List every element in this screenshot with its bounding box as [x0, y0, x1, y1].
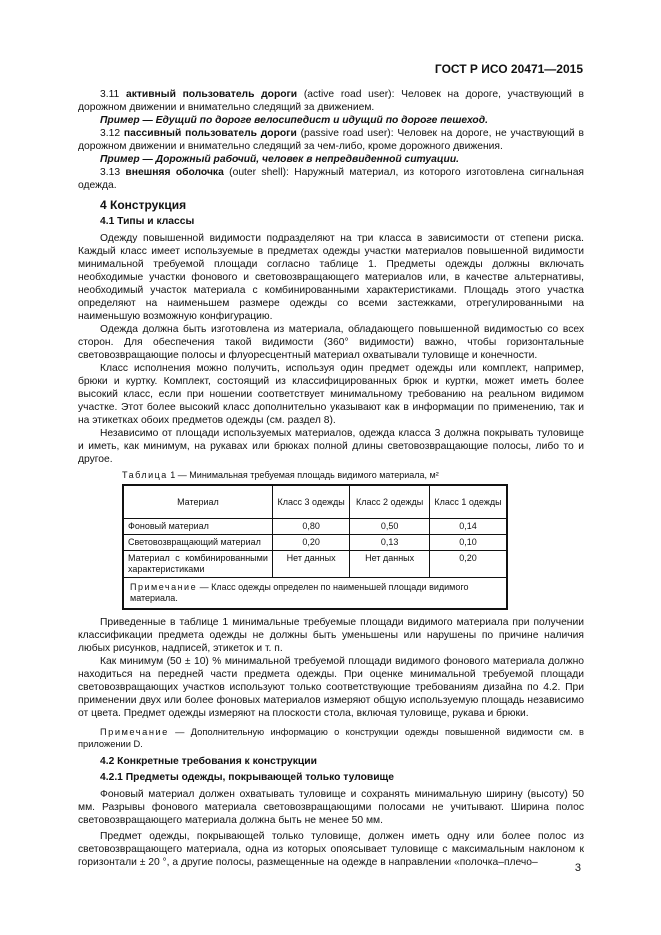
table-row — [123, 551, 507, 578]
paragraph-background-share: Как минимум (50 ± 10) % минимальной требуемой площади видимого фонового материала должно находиться на передней части предмета одежды. При оценке минимальной требуемой площади световозвращающих участков используют только соответствующие требованиям дизайна по 4.2. При применении двух или более фоновых материалов измеряют общую используемую площадь независимо от цвета. Предмет одежды измеряют на плоскости стола, включая туловище, рукава и брюки. — [78, 656, 584, 719]
section-heading-4: 4 Конструкция — [100, 198, 187, 212]
material-area-table — [122, 484, 508, 610]
table-note — [123, 578, 507, 610]
table-caption — [122, 469, 584, 481]
definition-term: пассивный пользователь дороги — [123, 128, 297, 139]
definition-3-11 — [78, 88, 584, 114]
table-caption-text: 1 — Минимальная требуемая площадь видимого материала, м² — [167, 470, 439, 480]
table-cell: 0,50 — [350, 519, 430, 535]
definition-number: 3.12 — [100, 128, 124, 139]
paragraph-class-3: Независимо от площади используемых материалов, одежда класса 3 должна покрывать туловище и иметь, как минимум, на рукавах или брюках полной длины световозвращающие полосы, либо то и другое. — [78, 428, 584, 465]
table-header-cell: Класс 2 одежды — [350, 485, 430, 519]
page-number: 3 — [574, 862, 581, 874]
definition-term: внешняя оболочка — [125, 167, 224, 178]
paragraph-torso-garment: Предмет одежды, покрывающей только туловище, должен иметь одну или более полос из световозвращающего материала, одна из которых опоясывает туловище с максимальным наклоном к горизонтали ± 20 °, а другие полосы, размещенные на одежде в направлении «полочка–плечо– — [78, 831, 584, 868]
standard-header: ГОСТ Р ИСО 20471—2015 — [434, 62, 583, 76]
definition-number: 3.13 — [100, 167, 126, 178]
definition-3-13 — [78, 166, 584, 192]
page-content — [78, 88, 584, 869]
note-label: Примечание — [100, 727, 169, 737]
table-cell: Световозвращающий материал — [123, 535, 272, 551]
paragraph-background-material: Фоновый материал должен охватывать туловище и сохранять минимальную ширину (высоту) 50 мм. Разрывы фонового материала световозвращающими полосами не учитывают. Ширина полос световозвращающего материала должна быть не менее 50 мм. — [78, 789, 584, 826]
table-row — [123, 519, 507, 535]
table-cell: Нет данных — [272, 551, 350, 578]
subsection-heading-4-2: 4.2 Конкретные требования к конструкции — [100, 756, 317, 767]
example-1: Пример — Едущий по дороге велосипедист и идущий по дороге пешеход. — [100, 115, 488, 126]
table-row — [123, 535, 507, 551]
table-cell: 0,80 — [272, 519, 350, 535]
table-cell: Фоновый материал — [123, 519, 272, 535]
subsection-heading-4-2-1: 4.2.1 Предметы одежды, покрывающей только туловище — [100, 772, 394, 783]
paragraph-classes: Одежду повышенной видимости подразделяют на три класса в зависимости от степени риска. Каждый класс имеет используемые в предметах одежды участки материалов повышенной видимости минимальной требуемой площади согласно таблице 1. Предметы одежды должны включать необходимые участки фонового и световозвращающего материалов или, в качестве альтернативы, необходимый участок материала с комбинированными характеристиками. Площадь этого участка определяют на наименьшем размере одежды со всеми застежками, отрегулированными на наименьшую возможную конфигурацию. — [78, 233, 584, 322]
table-note-label: Примечание — [130, 582, 198, 592]
definition-text: (outer shell): Наружный материал, из которого изготовлена сигнальная одежда. — [78, 167, 584, 191]
example-2: Пример — Дорожный рабочий, человек в непредвиденной ситуации. — [100, 154, 459, 165]
table-note-text: — Класс одежды определен по наименьшей площади видимого материала. — [130, 582, 469, 603]
subsection-heading-4-1: 4.1 Типы и классы — [100, 216, 195, 227]
paragraph-minimum-areas: Приведенные в таблице 1 минимальные требуемые площади видимого материала при получении классификации предмета одежды не должны быть уменьшены или нарушены по причине наличия любых рисунков, надписей, этикеток и т. п. — [78, 617, 584, 654]
definition-3-12 — [78, 127, 584, 153]
table-cell: 0,20 — [272, 535, 350, 551]
paragraph-performance-class: Класс исполнения можно получить, используя один предмет одежды или комплект, например, брюки и куртку. Комплект, состоящий из классифицированных брюк и куртки, может иметь более высокий класс, если при ношении соответствует минимальному требованию на реальном видимом участке. Этот более высокий класс дополнительно указывают как в информации по применению, так и на этикетках обоих предметов одежды (см. раздел 8). — [78, 363, 584, 426]
table-header-row — [123, 485, 507, 519]
paragraph-visibility: Одежда должна быть изготовлена из материала, обладающего повышенной видимостью со всех сторон. Для обеспечения такой видимости (360° видимости) важно, чтобы горизонтальные световозвращающие полосы и флуоресцентный материал охватывали туловище и конечности. — [78, 324, 584, 361]
table-header-cell: Класс 1 одежды — [429, 485, 507, 519]
note-annex-d — [78, 726, 584, 750]
table-header-cell: Класс 3 одежды — [272, 485, 350, 519]
table-cell: 0,13 — [350, 535, 430, 551]
table-cell: Материал с комбинированными характеристиками — [123, 551, 272, 578]
note-text: — Дополнительную информацию о конструкции одежды повышенной видимости см. в приложении D. — [78, 727, 584, 749]
definition-number: 3.11 — [100, 89, 126, 100]
table-caption-label: Таблица — [122, 470, 168, 480]
definition-term: активный пользователь дороги — [125, 89, 298, 100]
table-header-cell: Материал — [123, 485, 272, 519]
definition-text: (active road user): Человек на дороге, участвующий в дорожном движении и внимательно следящий за движением. — [78, 89, 584, 113]
table-cell: 0,14 — [429, 519, 507, 535]
definition-text: (passive road user): Человек на дороге, не участвующий в дорожном движении и внимательно следящий за чем-либо, кроме дорожного движения. — [78, 128, 584, 152]
table-cell: 0,20 — [429, 551, 507, 578]
table-cell: 0,10 — [429, 535, 507, 551]
table-cell: Нет данных — [350, 551, 430, 578]
table-note-row — [123, 578, 507, 610]
